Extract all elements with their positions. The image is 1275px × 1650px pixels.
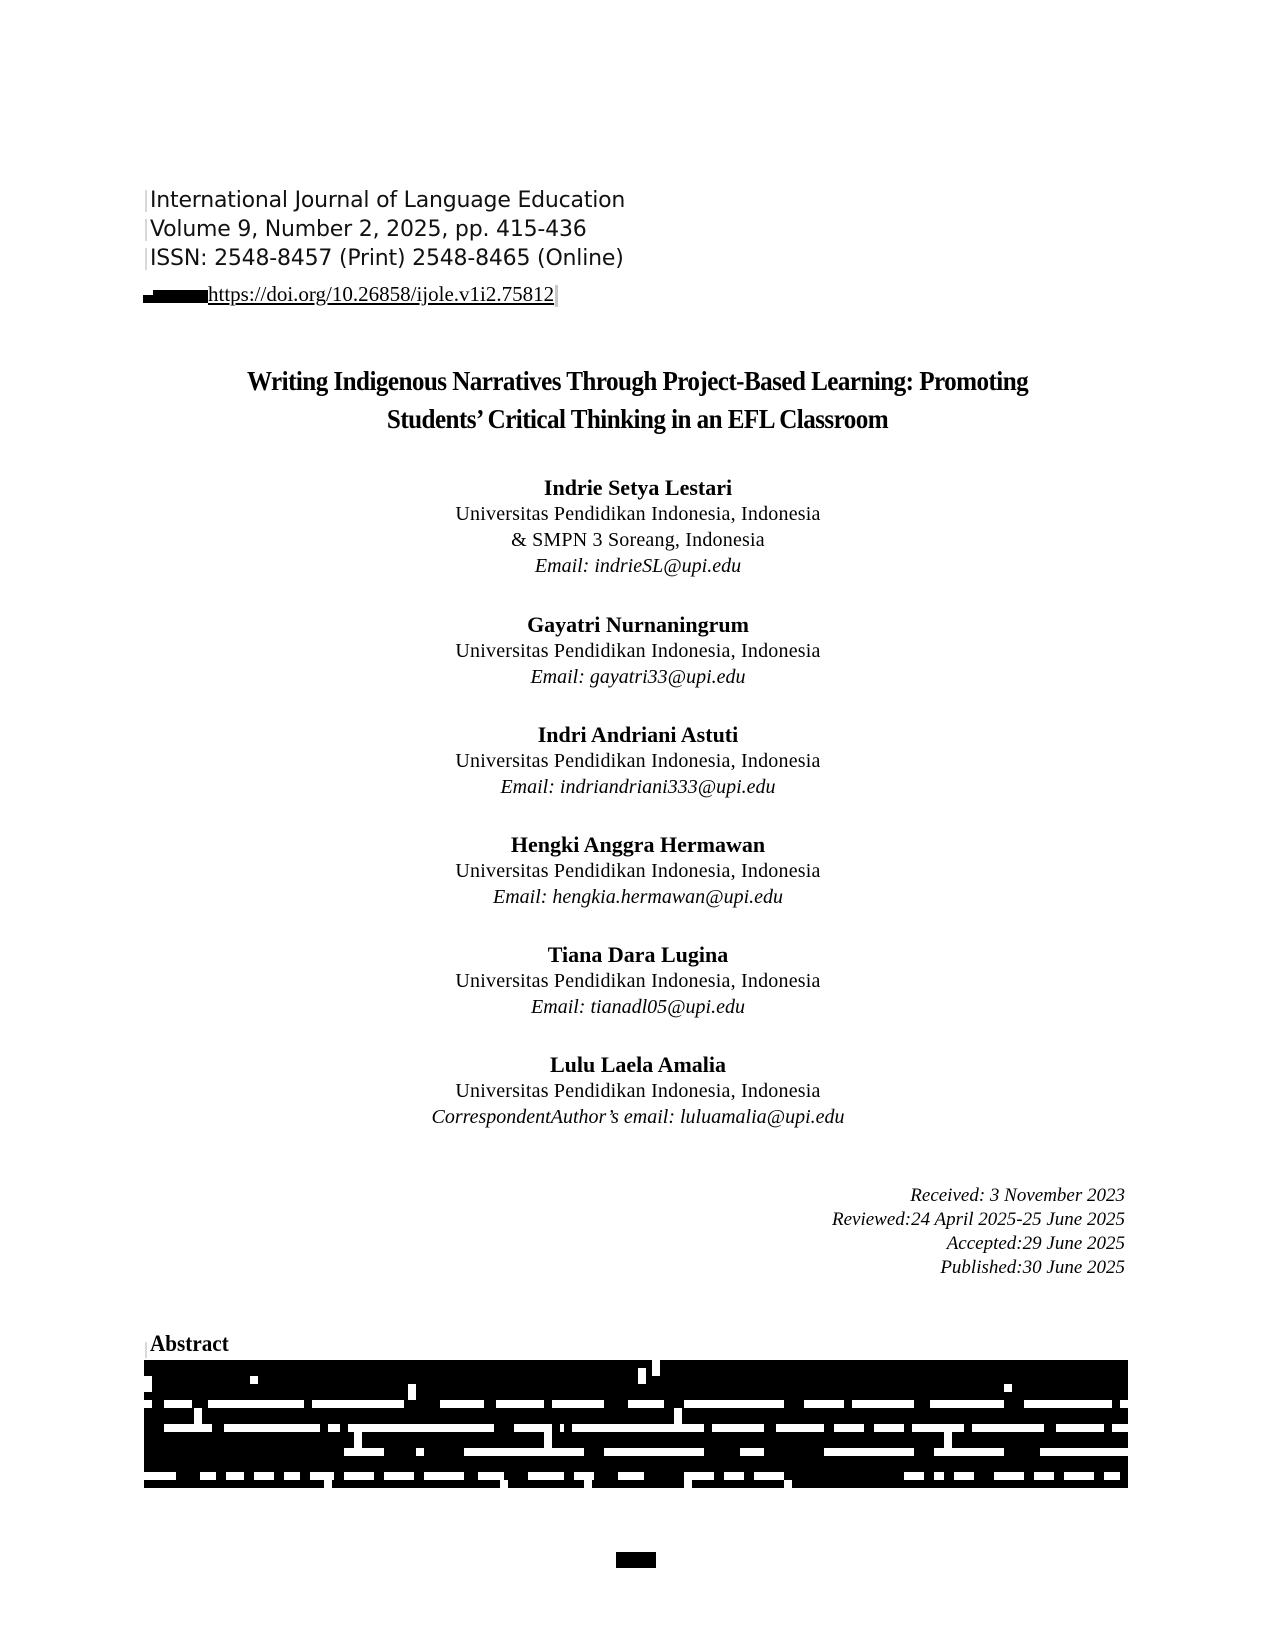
redaction-fragment [644, 1472, 684, 1480]
redaction-fragment [384, 1448, 416, 1456]
author-block [0, 1051, 1275, 1130]
redaction-fragment [784, 1472, 904, 1480]
redaction-fragment [544, 1400, 552, 1408]
abstract-heading: Abstract [150, 1331, 229, 1356]
doi-link[interactable]: https://doi.org/10.26858/ijole.v1i2.75812 [208, 282, 555, 306]
redaction-fragment [564, 1424, 572, 1432]
text-selection-marker [145, 1342, 147, 1358]
author-email[interactable]: Email: hengkia.hermawan@upi.edu [492, 886, 784, 908]
redaction-fragment [374, 1472, 384, 1480]
author-affiliation-secondary: & SMPN 3 Soreang, Indonesia [511, 529, 765, 551]
author-name: Indri Andriani Astuti [537, 722, 739, 747]
redaction-gap [500, 1480, 508, 1488]
redaction-fragment [464, 1472, 478, 1480]
redaction-fragment [784, 1400, 804, 1408]
text-selection-marker [145, 190, 147, 212]
author-block [0, 611, 1275, 690]
date-reviewed: Reviewed:24 April 2025-25 June 2025 [831, 1209, 1125, 1230]
redaction-fragment [1004, 1400, 1024, 1408]
redaction-fragment [216, 1472, 226, 1480]
redaction-fragment [414, 1472, 424, 1480]
redaction-fragment [192, 1400, 208, 1408]
redaction-gap [324, 1480, 332, 1488]
redaction-fragment [504, 1472, 528, 1480]
redaction-fragment [552, 1424, 560, 1432]
redaction-line-gap [144, 1424, 1128, 1432]
author-block [0, 941, 1275, 1020]
author-name: Indrie Setya Lestari [543, 475, 733, 500]
volume-info [150, 215, 587, 244]
redaction-fragment [340, 1424, 348, 1432]
corresponding-author-email[interactable]: CorrespondentAuthor’s email: luluamalia@upi.edu [431, 1106, 845, 1128]
redaction-fragment [904, 1424, 912, 1432]
redaction-fragment [1094, 1472, 1104, 1480]
redaction-fragment [424, 1448, 464, 1456]
text-cursor [555, 285, 558, 307]
date-received: Received: 3 November 2023 [910, 1185, 1125, 1206]
redaction-fragment [300, 1472, 310, 1480]
redaction-fragment [584, 1448, 604, 1456]
redaction-fragment [1054, 1472, 1064, 1480]
redaction-fragment [274, 1472, 284, 1480]
redaction-fragment [714, 1472, 724, 1480]
redacted-logo-part [143, 295, 153, 303]
redaction-gap [544, 1432, 552, 1448]
redaction-fragment [914, 1400, 930, 1408]
redaction-fragment [152, 1400, 164, 1408]
redaction-fragment [244, 1472, 254, 1480]
redaction-gap [944, 1432, 952, 1448]
redaction-gap [638, 1368, 646, 1384]
redacted-logo [153, 290, 208, 303]
redaction-fragment [144, 1448, 344, 1456]
text-selection-marker [145, 248, 147, 270]
issn-info-text: ISSN: 2548-8457 (Print) 2548-8465 (Online) [150, 246, 624, 271]
author-name: Hengki Anggra Hermawan [510, 832, 766, 857]
redaction-gap [354, 1432, 362, 1448]
author-block [0, 474, 1275, 579]
redaction-fragment [494, 1424, 514, 1432]
doi-row [143, 279, 558, 307]
redaction-gap [194, 1408, 202, 1424]
redaction-gap [1004, 1384, 1012, 1392]
redaction-fragment [924, 1472, 934, 1480]
author-block [0, 831, 1275, 910]
paper-title-line-2: Students’ Critical Thinking in an EFL Classroom [386, 404, 889, 434]
author-name: Tiana Dara Lugina [547, 942, 729, 967]
redaction-fragment [664, 1400, 684, 1408]
author-affiliation: Universitas Pendidikan Indonesia, Indonesia [455, 503, 821, 525]
redaction-fragment [1044, 1424, 1056, 1432]
author-email[interactable]: Email: indrieSL@upi.edu [534, 555, 742, 577]
journal-name [150, 186, 625, 215]
date-published: Published:30 June 2025 [940, 1257, 1125, 1278]
redaction-fragment [704, 1448, 740, 1456]
redaction-fragment [334, 1472, 344, 1480]
author-block [0, 721, 1275, 800]
article-dates [832, 1184, 1125, 1280]
redaction-fragment [824, 1424, 834, 1432]
redaction-fragment [604, 1400, 628, 1408]
redaction-gap [652, 1360, 660, 1376]
redaction-fragment [564, 1472, 574, 1480]
redaction-fragment [1004, 1448, 1040, 1456]
redaction-gap [250, 1376, 258, 1384]
journal-name-text: International Journal of Language Education [150, 188, 626, 213]
abstract-redacted-block [144, 1360, 1128, 1488]
redaction-fragment [1112, 1400, 1120, 1408]
redaction-fragment [844, 1400, 852, 1408]
redaction-fragment [944, 1472, 954, 1480]
author-name: Gayatri Nurnaningrum [527, 612, 749, 637]
redaction-fragment [404, 1400, 440, 1408]
redaction-fragment [1120, 1472, 1128, 1480]
author-email[interactable]: Email: tianadl05@upi.edu [531, 996, 745, 1018]
author-affiliation: Universitas Pendidikan Indonesia, Indonesia [455, 1080, 821, 1102]
redaction-gap [784, 1480, 792, 1488]
redaction-fragment [304, 1400, 312, 1408]
paper-title-line-1: Writing Indigenous Narratives Through Project-Based Learning: Promoting [246, 366, 1029, 396]
redaction-fragment [764, 1424, 776, 1432]
redaction-fragment [320, 1424, 328, 1432]
redaction-line-gap [144, 1400, 1128, 1408]
author-affiliation: Universitas Pendidikan Indonesia, Indonesia [455, 640, 821, 662]
text-selection-marker [145, 219, 147, 241]
author-affiliation: Universitas Pendidikan Indonesia, Indonesia [455, 970, 821, 992]
redaction-gap [674, 1408, 682, 1424]
author-email[interactable]: Email: gayatri33@upi.edu [530, 666, 746, 688]
issn-info [150, 244, 624, 273]
author-affiliation: Universitas Pendidikan Indonesia, Indonesia [455, 750, 821, 772]
redaction-fragment [764, 1448, 824, 1456]
paper-title [45, 362, 1231, 438]
redaction-fragment [144, 1424, 164, 1432]
redaction-fragment [744, 1472, 754, 1480]
redaction-fragment [1104, 1424, 1112, 1432]
redaction-fragment [964, 1424, 972, 1432]
date-accepted: Accepted:29 June 2025 [946, 1233, 1125, 1254]
redaction-fragment [914, 1448, 934, 1456]
redaction-fragment [594, 1472, 618, 1480]
redaction-fragment [704, 1424, 712, 1432]
volume-info-text: Volume 9, Number 2, 2025, pp. 415-436 [150, 217, 587, 242]
redaction-gap [584, 1480, 592, 1488]
author-affiliation: Universitas Pendidikan Indonesia, Indonesia [455, 860, 821, 882]
redaction-fragment [974, 1472, 994, 1480]
redaction-fragment [484, 1400, 496, 1408]
redaction-fragment [212, 1424, 224, 1432]
redaction-gap [408, 1384, 416, 1400]
author-email[interactable]: Email: indriandriani333@upi.edu [500, 776, 776, 798]
redaction-fragment [1024, 1472, 1034, 1480]
author-name: Lulu Laela Amalia [549, 1052, 727, 1077]
redaction-fragment [864, 1424, 874, 1432]
redaction-gap [144, 1376, 152, 1392]
page-number-redacted [616, 1552, 656, 1568]
redaction-gap [684, 1480, 692, 1488]
redaction-fragment [176, 1472, 200, 1480]
